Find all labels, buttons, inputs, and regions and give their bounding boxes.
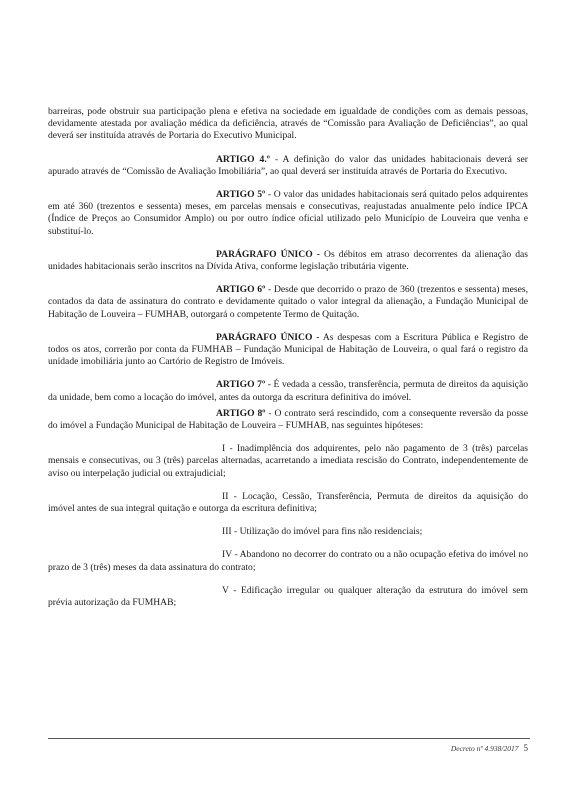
item-i	[48, 443, 528, 480]
article-text: - O contrato será rescindido, com a consequente reversão da posse do imóvel a Fundação Municipal de Habitação de Louveira – FUMHAB, nas seguintes hipóteses:	[48, 407, 528, 432]
item-text: III - Utilização do imóvel para fins não residenciais;	[222, 526, 423, 538]
item-ii	[48, 491, 528, 515]
article-7	[48, 379, 528, 403]
article-heading: ARTIGO 8º	[216, 407, 266, 419]
article-8	[48, 408, 528, 432]
article-5	[48, 189, 528, 238]
paragraph-heading: PARÁGRAFO ÚNICO -	[216, 248, 320, 260]
article-6	[48, 284, 528, 321]
article-text: - O valor das unidades habitacionais será quitado pelos adquirentes em até 360 (trezentos e sessenta) meses, em parcelas mensais e consecutivas, reajustadas anualmente pelo índice IPCA (Índice de Preços ao Consumidor Amplo) ou por outro índice oficial utilizado pelo Município de Louveira que venha e substituí-lo.	[48, 189, 528, 237]
item-text: II - Locação, Cessão, Transferência, Permuta de direitos da aquisição do imóvel antes de sua integral quitação e outorga da escritura definitiva;	[48, 490, 528, 515]
paragraph-unico-2	[48, 332, 528, 369]
article-text: - É vedada a cessão, transferência, permuta de direitos da aquisição da unidade, bem como a locação do imóvel, antes da outorga da escritura definitiva do imóvel.	[48, 379, 528, 403]
item-iii	[48, 526, 528, 538]
article-4	[48, 154, 528, 178]
article-heading: ARTIGO 5º	[216, 189, 266, 201]
paragraph-unico-1	[48, 249, 528, 273]
item-text: I - Inadimplência dos adquirentes, pelo não pagamento de 3 (três) parcelas mensais e consecutivas, ou 3 (três) parcelas alternadas, acarretando a imediata rescisão do Contrato, independentemente de aviso ou interpelação judicial ou extrajudicial;	[48, 443, 528, 479]
article-heading: ARTIGO 6º	[216, 284, 266, 296]
paragraph-text: barreiras, pode obstruir sua participação plena e efetiva na sociedade em igualdade de condições com as demais pessoas, devidamente atestada por avaliação médica da deficiência, através de “Comissão para Avaliação de Deficiências”, ao qual deverá ser instituída através de Portaria do Executivo Municipal.	[48, 106, 528, 142]
paragraph-text: As despesas com a Escritura Pública e Registro de todos os atos, correrão por conta da FUMHAB – Fundação Municipal de Habitação de Louveira, o qual fará o registro da unidade imobiliária junto ao Cartório de Registro de Imóveis.	[48, 331, 528, 368]
article-heading: ARTIGO 7º	[216, 379, 266, 391]
item-v	[48, 585, 528, 609]
item-text: IV - Abandono no decorrer do contrato ou a não ocupação efetiva do imóvel no prazo de 3 (três) meses da data assinatura do contrato;	[48, 549, 528, 573]
item-text: V - Edificação irregular ou qualquer alteração da estrutura do imóvel sem prévia autorização da FUMHAB;	[48, 584, 528, 609]
paragraph-continuation	[48, 106, 528, 143]
decree-reference: Decreto nº 4.938/2017	[450, 744, 519, 753]
item-iv	[48, 549, 528, 573]
footer-divider	[48, 738, 530, 739]
paragraph-text: Os débitos em atraso decorrentes da alienação das unidades habitacionais serão inscritos na Dívida Ativa, conforme legislação tributária vigente.	[48, 248, 529, 273]
article-heading: ARTIGO 4.º	[216, 153, 270, 165]
paragraph-heading: PARÁGRAFO ÚNICO -	[216, 331, 320, 343]
article-text: - A definição do valor das unidades habitacionais deverá ser apurado através de “Comissão de Avaliação Imobiliária”, ao qual deverá ser instituída através de Portaria do Executivo.	[48, 153, 528, 177]
page-footer	[451, 743, 528, 753]
page-number: 5	[523, 743, 528, 753]
document-body	[48, 106, 528, 620]
article-text: - Desde que decorrido o prazo de 360 (trezentos e sessenta) meses, contados da data de assinatura do contrato e devidamente quitado o valor integral da alienação, a Fundação Municipal de Habitação de Louveira – FUMHAB, outorgará o competente Termo de Quitação.	[48, 284, 528, 320]
